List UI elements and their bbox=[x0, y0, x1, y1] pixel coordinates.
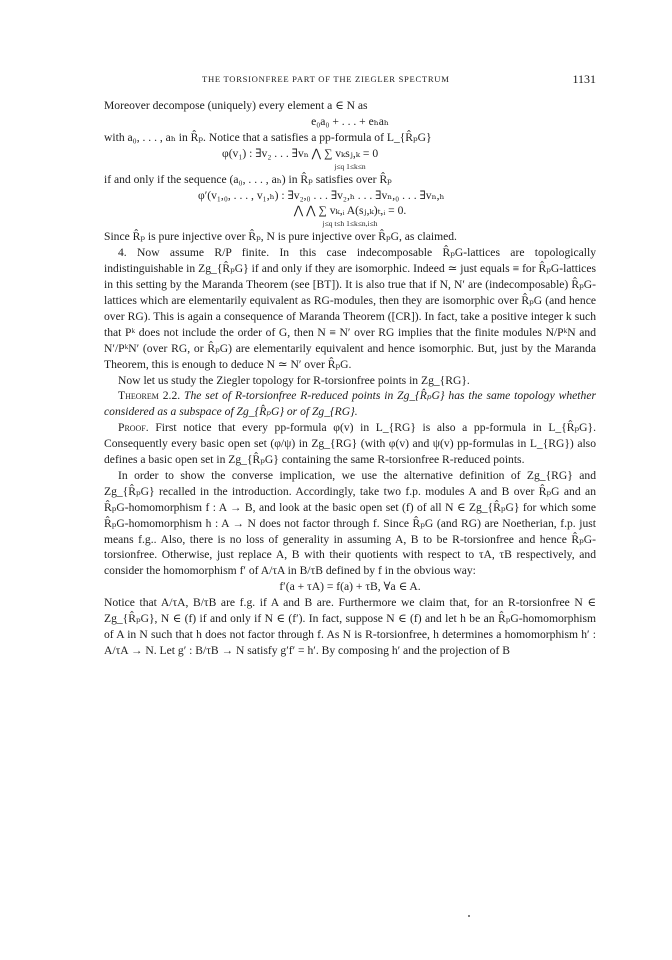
paragraph: In order to show the converse implication, we use the alternative definition of Zg_{RG} and Zg_{R̂ₚG} recalled in the introduction. Accordingly, take two f.p. modules A and B over R̂ₚG and an R̂ₚG-homomorphism f : A → B, and look at the basic open set (f) of all N ∈ Zg_{R̂ₚG} for which some R̂ₚG-homomorphism h : A → N does not factor through f. Since R̂ₚG (and RG) are Noetherian, f.p. just means f.g.. Also, there is no loss of generality in assuming A, B to be R-torsionfree and hence R̂ₚG-torsionfree. Otherwise, just replace A, B with their quotients with respect to τA, τB respectively, and consider the homomorphism f′ of A/τA in B/τB defined by f in the obvious way: bbox=[104, 468, 596, 578]
equation: e₀a₀ + . . . + eₕaₕ bbox=[311, 114, 389, 128]
running-header bbox=[104, 74, 596, 90]
paragraph: with a₀, . . . , aₕ in R̂ₚ. Notice that a satisfies a pp-formula of L_{R̂ₚG} bbox=[104, 130, 432, 144]
paragraph: 4. Now assume R/P finite. In this case indecomposable R̂ₚG-lattices are topologically indistinguishable in Zg_{R̂ₚG} if and only if they are isomorphic. Indeed ≃ just equals ≡ for R̂ₚG-lattices in this setting by the Maranda Theorem (see [BT]). It is also true that if N, N′ are (indecomposable) R̂ₚG-lattices which are elementarily equivalent as RG-modules, then they are isomorphic over R̂ₚG (and hence over RG). This is again a consequence of Maranda Theorem ([CR]). In fact, take a positive integer k such that Pᵏ does not include the order of G, then N ≡ N′ over RG implies that the finite modules N/PᵏN and N′/PᵏN′ (over RG, or R̂ₚG) are elementarily equivalent and hence isomorphic. But, just by the Maranda Theorem, this is enough to deduce N ≃ N′ over R̂ₚG. bbox=[104, 246, 596, 371]
proof-label: Proof. bbox=[118, 421, 149, 435]
theorem bbox=[104, 388, 596, 420]
proof bbox=[104, 420, 596, 468]
paragraph: Since R̂ₚ is pure injective over R̂ₚ, N is pure injective over R̂ₚG, as claimed. bbox=[104, 230, 457, 244]
equation-subscript: j≤q 1≤k≤n bbox=[334, 161, 366, 171]
equation: φ(v₁) : ∃v₂ . . . ∃vₙ ⋀ ∑ vₖsⱼ,ₖ = 0 bbox=[222, 146, 379, 160]
equation: ⋀ ⋀ ∑ vₖ,ᵢ A(sⱼ,ₖ)ₜ,ᵢ = 0. bbox=[293, 204, 407, 218]
paragraph: if and only if the sequence (a₀, . . . , aₕ) in R̂ₚ satisfies over R̂ₚ bbox=[104, 172, 392, 186]
equation: φ′(v₁,₀, . . . , v₁,ₕ) : ∃v₂,₀ . . . ∃v₂,ₕ . . . ∃vₙ,₀ . . . ∃vₙ,ₕ bbox=[198, 188, 445, 202]
running-title: THE TORSIONFREE PART OF THE ZIEGLER SPECTRUM bbox=[202, 74, 450, 84]
equation: f′(a + τA) = f(a) + τB, ∀a ∈ A. bbox=[279, 580, 421, 594]
paragraph: Moreover decompose (uniquely) every element a ∈ N as bbox=[104, 99, 368, 112]
proof-text: First notice that every pp-formula φ(v) in L_{RG} is also a pp-formula in L_{R̂ₚG}. Consequently every basic open set (φ/ψ) in Zg_{RG} (with φ(v) and ψ(v) pp-formulas in L_{RG}) also defines a basic open set in Zg_{R̂ₚG} containing the same R-torsionfree R-reduced points. bbox=[104, 421, 596, 467]
body-text bbox=[104, 98, 596, 659]
equation-subscript: j≤q t≤h 1≤k≤n,i≤h bbox=[322, 219, 378, 229]
scan-speck bbox=[468, 915, 470, 917]
paragraph: Notice that A/τA, B/τB are f.g. if A and B are. Furthermore we claim that, for an R-torsionfree N ∈ Zg_{R̂ₚG}, N ∈ (f) if and only if N ∈ (f′). In fact, suppose N ∈ (f) and let h be an R̂ₚG-homomorphism of A in N such that h does not factor through f. As N is R-torsionfree, h determines a homomorphism h′ : A/τA → N. Let g′ : B/τB → N satisfy g′f′ = h′. By composing h′ and the projection of B bbox=[104, 596, 596, 657]
theorem-label: Theorem 2.2. bbox=[118, 389, 181, 403]
theorem-statement: The set of R-torsionfree R-reduced points in Zg_{R̂ₚG} has the same topology whether considered as a subspace of Zg_{R̂ₚG} or of Zg_{RG}. bbox=[104, 389, 596, 419]
page-number: 1131 bbox=[572, 72, 596, 86]
paragraph: Now let us study the Ziegler topology for R-torsionfree points in Zg_{RG}. bbox=[118, 373, 470, 387]
